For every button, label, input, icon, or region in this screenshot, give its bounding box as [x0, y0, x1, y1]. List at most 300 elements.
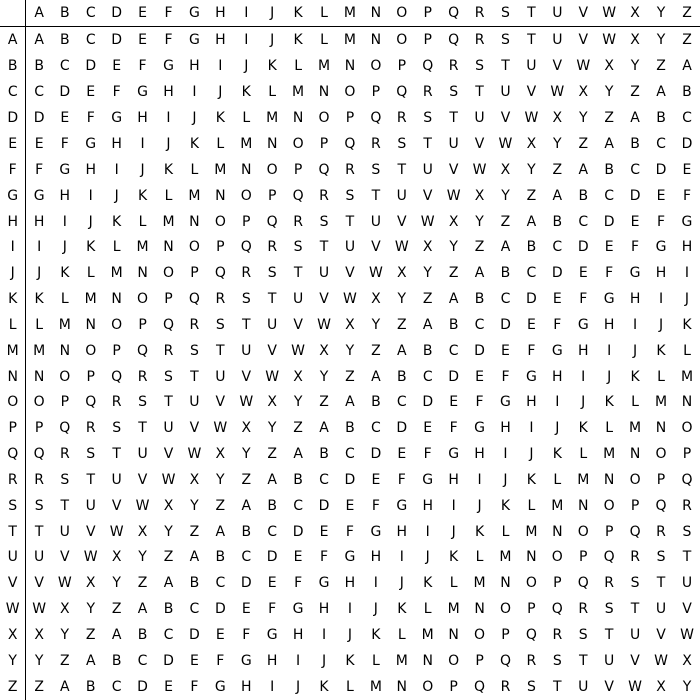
cipher-cell: P [190, 265, 199, 282]
cipher-cell: E [397, 446, 407, 463]
cipher-cell: V [604, 678, 614, 695]
cipher-cell: R [526, 652, 537, 669]
cipher-cell: G [448, 446, 460, 463]
cipher-cell: J [684, 291, 690, 308]
cipher-cell: V [345, 265, 355, 282]
cipher-cell: C [474, 316, 485, 333]
cipher-cell: B [319, 446, 329, 463]
cipher-cell: Z [111, 601, 122, 618]
cipher-cell: B [526, 239, 537, 256]
cipher-cell: A [189, 549, 200, 566]
cipher-cell: B [137, 627, 148, 644]
cipher-cell: P [293, 161, 303, 178]
header-row [0, 0, 700, 27]
row-header-letter: H [0, 209, 26, 235]
cipher-cell: K [371, 627, 381, 644]
cipher-cell: G [137, 84, 148, 101]
cipher-cell: Z [267, 446, 277, 463]
cipher-cell: F [242, 627, 251, 644]
cipher-cell: D [448, 368, 460, 385]
cipher-cell: W [680, 627, 694, 644]
cipher-cell: Q [396, 84, 408, 101]
cipher-cell: T [527, 32, 536, 49]
cipher-cell: K [423, 575, 433, 592]
cipher-cell: T [267, 291, 277, 308]
cipher-cell: M [84, 291, 97, 308]
cipher-cell: I [218, 58, 223, 75]
cipher-cell: R [448, 58, 459, 75]
row-header-letter: I [0, 234, 26, 260]
cipher-cell: Y [34, 652, 44, 669]
cipher-cell: T [293, 265, 303, 282]
cipher-cell: K [656, 342, 666, 359]
cipher-cell: L [138, 213, 147, 230]
cipher-cell: L [527, 497, 536, 514]
cipher-cell: W [602, 32, 617, 49]
cipher-cell: Y [397, 291, 407, 308]
cipher-cell: I [140, 135, 145, 152]
cipher-cell: P [319, 135, 329, 152]
cipher-cell: K [60, 265, 70, 282]
cipher-cell: R [474, 32, 485, 49]
cipher-cell: E [656, 187, 666, 204]
row-header-letter: D [0, 105, 26, 131]
cipher-cell: Y [682, 678, 692, 695]
cipher-cell: I [399, 549, 404, 566]
cipher-cell: G [344, 549, 356, 566]
cipher-cell: P [397, 58, 407, 75]
cipher-cell: C [241, 549, 252, 566]
cipher-cell: C [111, 678, 122, 695]
row-header-letter: N [0, 364, 26, 390]
cipher-cell: N [59, 342, 71, 359]
cipher-cell: H [370, 549, 382, 566]
cipher-cell: D [474, 342, 485, 359]
cipher-cell: Q [137, 342, 149, 359]
cipher-cell: N [189, 213, 200, 230]
cipher-cell: W [394, 239, 409, 256]
cipher-cell: Q [655, 497, 667, 514]
cipher-cell: H [500, 420, 511, 437]
cipher-cell: K [215, 110, 225, 127]
cipher-cell: H [552, 368, 563, 385]
cipher-cell: T [86, 471, 95, 488]
cipher-cell: Z [371, 342, 381, 359]
column-header-letter: B [52, 0, 78, 27]
row-header-letter: K [0, 286, 26, 312]
cipher-cell: C [552, 239, 563, 256]
cipher-cell: N [500, 575, 511, 592]
cipher-cell: T [397, 161, 407, 178]
cipher-cell: Y [241, 446, 251, 463]
cipher-cell: N [578, 497, 589, 514]
cipher-cell: W [420, 213, 435, 230]
cipher-cell: B [293, 471, 303, 488]
row-header-letter: Y [0, 648, 26, 674]
cipher-cell: C [370, 420, 381, 437]
cipher-cell: D [577, 239, 589, 256]
cipher-cell: R [319, 187, 329, 204]
cipher-cell: Q [85, 394, 97, 411]
cipher-cell: S [345, 187, 355, 204]
cipher-cell: A [422, 316, 433, 333]
cipher-cell: M [473, 575, 486, 592]
table-row [0, 622, 700, 648]
cipher-cell: P [604, 523, 614, 540]
cipher-cell: N [655, 420, 667, 437]
cipher-cell: Z [500, 213, 511, 230]
cipher-cell: D [370, 446, 382, 463]
cipher-cell: W [317, 316, 331, 333]
cipher-cell: R [604, 575, 615, 592]
cipher-cell: J [244, 58, 249, 75]
cipher-cell: U [85, 497, 96, 514]
column-header-letter: R [467, 0, 493, 27]
cipher-cell: R [396, 110, 407, 127]
cipher-cell: T [319, 239, 329, 256]
cipher-cell: X [552, 110, 563, 127]
cipher-cell: U [604, 652, 615, 669]
cipher-cell: K [137, 187, 148, 204]
cipher-cell: C [293, 497, 303, 514]
cipher-cell: E [241, 601, 251, 618]
cipher-cell: P [112, 342, 121, 359]
cipher-cell: F [475, 394, 484, 411]
cipher-cell: O [655, 446, 667, 463]
cipher-cell: A [604, 135, 614, 152]
cipher-cell: U [422, 161, 433, 178]
cipher-cell: M [395, 652, 408, 669]
cipher-cell: S [60, 471, 70, 488]
column-header-letter: C [78, 0, 104, 27]
cipher-cell: X [396, 265, 407, 282]
cipher-cell: U [34, 549, 45, 566]
cipher-cell: H [163, 84, 174, 101]
cipher-cell: G [318, 575, 330, 592]
row-header-letter: X [0, 622, 26, 648]
cipher-cell: M [421, 627, 434, 644]
cipher-cell: R [578, 601, 589, 618]
cipher-cell: E [86, 84, 96, 101]
cipher-cell: A [500, 239, 511, 256]
cipher-cell: F [164, 32, 173, 49]
cipher-cell: V [500, 110, 511, 127]
table-row [0, 364, 700, 390]
table-row [0, 338, 700, 364]
cipher-cell: P [138, 316, 147, 333]
cipher-cell: T [578, 652, 588, 669]
cipher-cell: Z [189, 523, 200, 540]
cipher-cell: O [603, 497, 615, 514]
cipher-cell: B [111, 652, 122, 669]
cipher-cell: P [164, 291, 173, 308]
cipher-cell: G [85, 135, 97, 152]
column-header-letter: M [337, 0, 363, 27]
cipher-cell: C [500, 291, 511, 308]
cipher-cell: W [83, 549, 98, 566]
cipher-cell: O [111, 316, 123, 333]
cipher-cell: K [397, 601, 407, 618]
cipher-cell: F [527, 342, 536, 359]
cipher-cell: F [579, 291, 588, 308]
cipher-cell: C [448, 342, 459, 359]
table-row [0, 260, 700, 286]
cipher-cell: A [552, 187, 563, 204]
cipher-cell: E [526, 316, 536, 333]
table-row [0, 493, 700, 519]
cipher-cell: A [397, 342, 407, 359]
cipher-cell: Y [449, 239, 458, 256]
cipher-cell: T [34, 523, 44, 540]
cipher-cell: K [500, 497, 511, 514]
cipher-cell: F [268, 601, 277, 618]
cipher-cell: B [630, 135, 640, 152]
cipher-cell: O [525, 575, 537, 592]
cipher-cell: I [270, 678, 275, 695]
cipher-cell: D [240, 575, 252, 592]
cipher-cell: I [607, 342, 612, 359]
cipher-cell: E [682, 161, 692, 178]
cipher-cell: J [607, 368, 612, 385]
cipher-cell: R [215, 291, 226, 308]
table-row [0, 415, 700, 441]
cipher-cell: Y [216, 471, 225, 488]
cipher-cell: I [62, 213, 67, 230]
table-row [0, 183, 700, 209]
cipher-cell: B [448, 316, 459, 333]
cipher-cell: D [59, 84, 71, 101]
cipher-cell: J [658, 316, 664, 333]
cipher-cell: H [240, 678, 252, 695]
cipher-cell: V [552, 58, 563, 75]
cipher-cell: Y [86, 601, 95, 618]
cipher-cell: U [681, 575, 693, 592]
cipher-cell: X [215, 446, 226, 463]
table-row [0, 441, 700, 467]
cipher-cell: T [371, 187, 381, 204]
cipher-cell: G [240, 652, 252, 669]
cipher-cell: G [422, 471, 434, 488]
cipher-cell: T [630, 601, 640, 618]
cipher-cell: F [682, 187, 692, 204]
cipher-cell: Q [214, 265, 226, 282]
cipher-cell: H [33, 213, 45, 230]
cipher-cell: G [474, 420, 485, 437]
column-header-letter: F [156, 0, 182, 27]
cipher-cell: V [189, 420, 200, 437]
cipher-cell: C [189, 601, 200, 618]
cipher-cell: L [501, 523, 510, 540]
cipher-cell: X [163, 497, 174, 514]
cipher-cell: V [397, 213, 407, 230]
cipher-cell: V [526, 84, 537, 101]
cipher-cell: L [579, 446, 588, 463]
cipher-cell: T [449, 110, 458, 127]
cipher-cell: Q [59, 420, 71, 437]
cipher-cell: E [552, 291, 562, 308]
cipher-cell: G [500, 394, 511, 411]
cipher-cell: B [682, 84, 692, 101]
cipher-cell: F [190, 678, 199, 695]
cipher-cell: B [578, 187, 589, 204]
cipher-cell: L [631, 394, 639, 411]
cipher-cell: U [111, 471, 122, 488]
row-header-letter: C [0, 79, 26, 105]
cipher-cell: X [630, 32, 640, 49]
cipher-cell: O [240, 187, 252, 204]
cipher-cell: A [448, 291, 459, 308]
cipher-cell: P [475, 652, 484, 669]
cipher-cell: E [449, 394, 459, 411]
cipher-cell: D [681, 135, 693, 152]
cipher-cell: V [215, 394, 226, 411]
cipher-cell: Z [630, 84, 640, 101]
cipher-cell: J [529, 446, 534, 463]
cipher-cell: V [682, 601, 692, 618]
cipher-cell: R [630, 549, 640, 566]
cipher-cell: M [654, 394, 668, 411]
row-header-letter: V [0, 570, 26, 596]
cipher-cell: E [604, 239, 614, 256]
cipher-cell: L [190, 161, 199, 178]
cipher-cell: J [633, 342, 638, 359]
cipher-cell: F [397, 471, 406, 488]
cipher-cell: L [683, 342, 691, 359]
cipher-cell: A [630, 110, 640, 127]
column-header-letter: Z [674, 0, 700, 27]
cipher-cell: K [319, 678, 329, 695]
cipher-cell: E [164, 678, 173, 695]
cipher-cell: V [163, 446, 174, 463]
cipher-cell: Q [111, 368, 123, 385]
cipher-cell: J [321, 652, 327, 669]
cipher-cell: S [86, 446, 96, 463]
cipher-cell: Q [551, 601, 563, 618]
cipher-cell: R [656, 523, 666, 540]
cipher-cell: N [370, 32, 382, 49]
cipher-cell: W [524, 110, 539, 127]
column-header-letter: V [570, 0, 596, 27]
cipher-cell: N [603, 471, 615, 488]
cipher-cell: J [503, 471, 508, 488]
cipher-cell: I [503, 446, 508, 463]
row-header-letter: P [0, 415, 26, 441]
cipher-cell: U [344, 239, 356, 256]
cipher-cell: C [578, 213, 589, 230]
cipher-cell: Y [112, 575, 121, 592]
cipher-cell: R [59, 446, 70, 463]
cipher-cell: G [577, 316, 589, 333]
cipher-cell: K [630, 368, 640, 385]
cipher-cell: U [629, 627, 641, 644]
cipher-cell: A [34, 32, 44, 49]
row-header-letter: S [0, 493, 26, 519]
column-header-letter: O [389, 0, 415, 27]
cipher-cell: Z [215, 497, 226, 514]
cipher-cell: N [111, 291, 122, 308]
cipher-cell: D [629, 187, 641, 204]
cipher-cell: K [526, 471, 536, 488]
cipher-cell: M [266, 110, 279, 127]
cipher-cell: R [371, 135, 381, 152]
cipher-cell: W [161, 471, 176, 488]
cipher-cell: F [86, 110, 95, 127]
row-header-letter: Z [0, 674, 26, 700]
cipher-cell: W [472, 161, 487, 178]
cipher-cell: D [500, 316, 511, 333]
cipher-cell: X [111, 549, 122, 566]
cipher-cell: S [34, 497, 44, 514]
cipher-cell: I [581, 368, 586, 385]
cipher-cell: W [628, 678, 642, 695]
cipher-cell: D [344, 471, 356, 488]
cipher-cell: N [526, 549, 537, 566]
cipher-cell: J [451, 523, 456, 540]
cipher-cell: H [655, 265, 667, 282]
cipher-cell: S [630, 575, 640, 592]
cipher-cell: S [423, 110, 433, 127]
cipher-cell: U [526, 58, 537, 75]
row-header-letter: F [0, 157, 26, 183]
cipher-cell: L [449, 575, 458, 592]
cipher-cell: S [526, 678, 536, 695]
cipher-cell: D [111, 32, 123, 49]
cipher-cell: J [140, 161, 145, 178]
column-header-letter: N [363, 0, 389, 27]
cipher-cell: L [371, 652, 380, 669]
cipher-cell: Z [163, 549, 174, 566]
cipher-cell: N [474, 601, 485, 618]
cipher-cell: J [555, 420, 560, 437]
cipher-cell: M [680, 368, 694, 385]
cipher-cell: C [34, 84, 45, 101]
cipher-cell: T [216, 342, 225, 359]
row-header-letter: G [0, 183, 26, 209]
cipher-cell: H [396, 523, 408, 540]
table-row [0, 648, 700, 674]
cipher-cell: N [448, 627, 459, 644]
cipher-cell: Z [604, 110, 614, 127]
cipher-cell: O [629, 471, 641, 488]
cipher-cell: Z [448, 265, 459, 282]
cipher-cell: P [216, 239, 225, 256]
cipher-cell: F [656, 213, 666, 230]
cipher-cell: P [579, 549, 588, 566]
cipher-cell: W [550, 84, 565, 101]
cipher-cell: G [266, 627, 278, 644]
cipher-cell: E [630, 213, 640, 230]
cipher-cell: A [241, 497, 252, 514]
cipher-cell: G [33, 187, 45, 204]
column-header-letter: D [104, 0, 130, 27]
row-header-letter: M [0, 338, 26, 364]
cipher-cell: Z [474, 239, 485, 256]
cipher-cell: L [423, 601, 432, 618]
cipher-cell: S [164, 368, 173, 385]
cipher-cell: B [345, 420, 355, 437]
cipher-cell: K [449, 549, 459, 566]
cipher-cell: Q [681, 471, 693, 488]
cipher-cell: E [215, 627, 225, 644]
cipher-cell: D [214, 601, 226, 618]
cipher-cell: Z [345, 368, 355, 385]
cipher-cell: Q [422, 58, 434, 75]
cipher-cell: Y [423, 265, 432, 282]
cipher-cell: X [474, 187, 485, 204]
cipher-cell: W [109, 523, 124, 540]
cipher-cell: S [215, 316, 225, 333]
cipher-cell: D [33, 110, 45, 127]
